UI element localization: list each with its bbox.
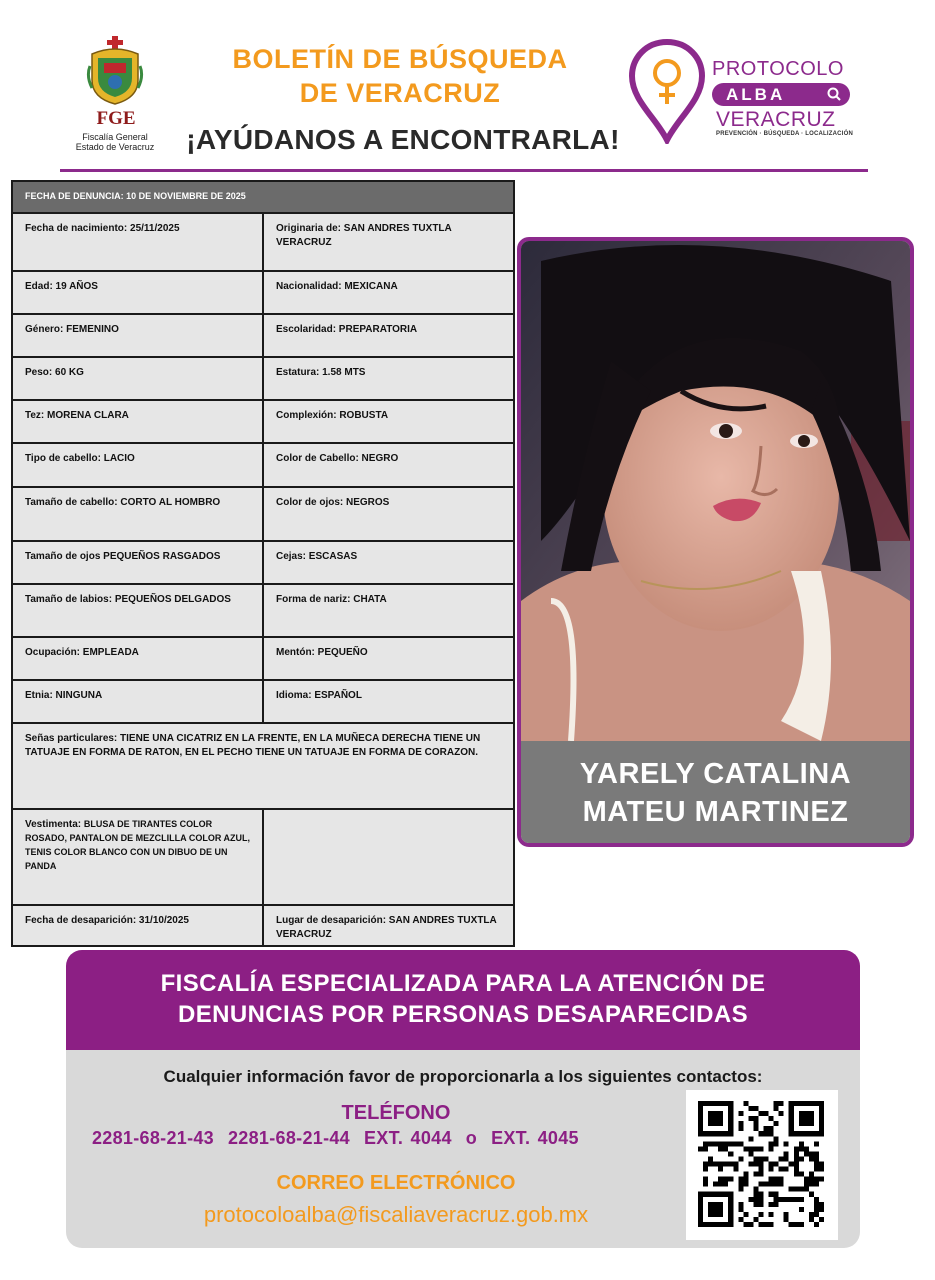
complexion-tone: Tez: MORENA CLARA [13, 401, 264, 442]
disappearance-date: Fecha de desaparición: 31/10/2025 [13, 906, 264, 945]
female-location-pin-icon [628, 38, 706, 144]
empty-cell [264, 810, 513, 904]
table-row [13, 540, 513, 583]
contact-intro: Cualquier información favor de proporcionarla a los siguientes contactos: [163, 1067, 763, 1086]
extension-conjunction: o [465, 1128, 478, 1148]
hair-type: Tipo de cabello: LACIO [13, 444, 264, 486]
name-line-1: YARELY CATALINA [579, 758, 852, 790]
banner-line-1: FISCALÍA ESPECIALIZADA PARA LA ATENCIÓN DE [160, 970, 766, 997]
email-label: CORREO ELECTRÓNICO [276, 1172, 516, 1194]
table-row [13, 486, 513, 540]
clothing-label: Vestimenta: [25, 819, 84, 830]
eye-size: Tamaño de ojos PEQUEÑOS RASGADOS [13, 542, 264, 583]
contact-panel [66, 1050, 860, 1248]
missing-person-name [521, 741, 910, 843]
clothing-value: BLUSA DE TIRANTES COLOR ROSADO, PANTALON DE MEZCLILLA COLOR AZUL, TENIS COLOR BLANCO CON UN DIBUO DE UN PANDA [25, 819, 250, 871]
missing-person-photo [521, 241, 910, 741]
photo-frame [517, 237, 914, 847]
nose-shape: Forma de nariz: CHATA [276, 594, 387, 605]
age: Edad: 19 AÑOS [13, 272, 264, 313]
extension-2: EXT. 4045 [491, 1128, 579, 1148]
table-row [13, 356, 513, 399]
bulletin-title-line-2: DE VERACRUZ [299, 78, 501, 108]
phone-numbers [92, 1128, 672, 1149]
alba-badge [712, 83, 850, 106]
disappearance-place: Lugar de desaparición: SAN ANDRES TUXTLA VERACRUZ [276, 915, 497, 940]
header-divider [60, 169, 868, 172]
nationality: Nacionalidad: MEXICANA [276, 281, 398, 292]
table-row [13, 722, 513, 808]
fge-crest-icon [86, 36, 144, 106]
email-address[interactable]: protocoloalba@fiscaliaveracruz.gob.mx [203, 1202, 589, 1227]
alba-veracruz-text: VERACRUZ [716, 108, 836, 131]
fge-subtitle: Fiscalía General Estado de Veracruz [75, 132, 155, 152]
alba-protocolo-text: PROTOCOLO [712, 58, 844, 80]
lip-size: Tamaño de labios: PEQUEÑOS DELGADOS [13, 585, 264, 636]
fge-label: FGE [96, 108, 136, 129]
clothing [13, 810, 264, 904]
name-line-2: MATEU MARTINEZ [582, 796, 849, 828]
qr-code-icon [698, 1101, 824, 1227]
report-date: FECHA DE DENUNCIA: 10 DE NOVIEMBRE DE 2025 [13, 182, 513, 212]
table-row [13, 212, 513, 270]
help-headline: ¡AYÚDANOS A ENCONTRARLA! [186, 124, 620, 155]
extension-1: EXT. 4044 [364, 1128, 452, 1148]
education: Escolaridad: PREPARATORIA [276, 324, 418, 335]
search-icon [826, 86, 842, 102]
origin: Originaria de: SAN ANDRES TUXTLA VERACRUZ [276, 223, 452, 248]
hair-length: Tamaño de cabello: CORTO AL HOMBRO [13, 488, 264, 540]
occupation: Ocupación: EMPLEADA [13, 638, 264, 679]
table-row [13, 808, 513, 904]
height: Estatura: 1.58 MTS [276, 367, 366, 378]
bulletin-title-line-1: BOLETÍN DE BÚSQUEDA [232, 44, 568, 74]
prosecutor-office-banner [66, 950, 860, 1050]
alba-tagline: PREVENCIÓN · BÚSQUEDA · LOCALIZACIÓN [716, 131, 853, 137]
phone-2[interactable]: 2281-68-21-44 [228, 1128, 350, 1148]
table-row [13, 313, 513, 356]
table-row [13, 583, 513, 636]
table-row [13, 679, 513, 722]
table-row [13, 636, 513, 679]
phone-1[interactable]: 2281-68-21-43 [92, 1128, 214, 1148]
missing-person-data-table [11, 180, 515, 947]
phone-label: TELÉFONO [341, 1102, 451, 1124]
language: Idioma: ESPAÑOL [276, 690, 362, 701]
gender: Género: FEMENINO [13, 315, 264, 356]
birth-date: Fecha de nacimiento: 25/11/2025 [13, 214, 264, 270]
table-row [13, 442, 513, 486]
eyebrows: Cejas: ESCASAS [276, 551, 358, 562]
eye-color: Color de ojos: NEGROS [276, 497, 390, 508]
header [0, 0, 935, 175]
banner-line-2: DENUNCIAS POR PERSONAS DESAPARECIDAS [177, 1001, 749, 1028]
qr-code[interactable] [686, 1090, 838, 1240]
build: Complexión: ROBUSTA [276, 410, 389, 421]
table-row [13, 270, 513, 313]
table-row [13, 904, 513, 945]
table-row [13, 399, 513, 442]
chin: Mentón: PEQUEÑO [276, 647, 368, 658]
hair-color: Color de Cabello: NEGRO [276, 453, 399, 464]
weight: Peso: 60 KG [13, 358, 264, 399]
distinguishing-marks: Señas particulares: TIENE UNA CICATRIZ EN LA FRENTE, EN LA MUÑECA DERECHA TIENE UN TATUAJE EN FORMA DE RATON, EN EL PECHO TIENE UN TATUAJE EN FORMA DE CORAZON. [25, 733, 481, 758]
ethnicity: Etnia: NINGUNA [13, 681, 264, 722]
alba-name: ALBA [726, 85, 786, 104]
